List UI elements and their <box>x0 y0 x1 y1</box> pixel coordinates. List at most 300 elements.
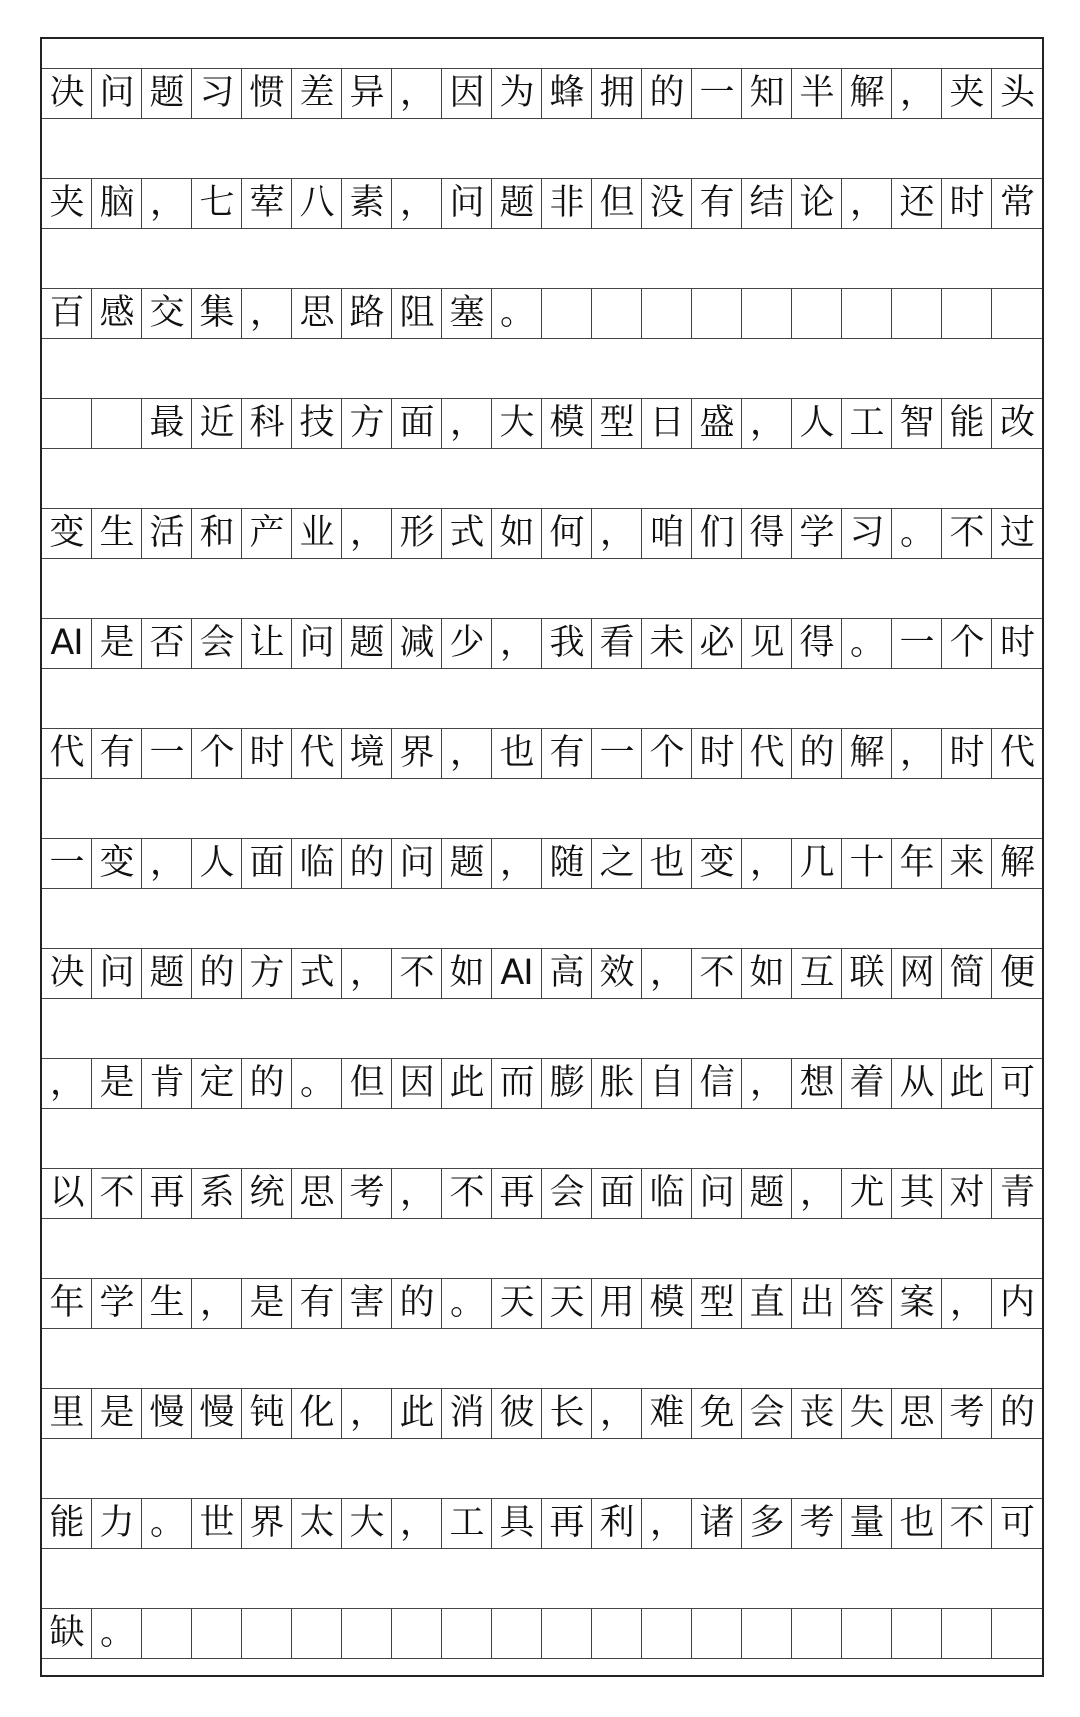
grid-cell: 。 <box>842 619 892 668</box>
grid-row <box>42 619 1042 669</box>
grid-cell: 此 <box>942 1059 992 1108</box>
grid-cell: 也 <box>492 729 542 778</box>
grid-cell: 个 <box>642 729 692 778</box>
grid-cell: 彼 <box>492 1389 542 1438</box>
grid-cell: 方 <box>342 399 392 448</box>
grid-cell: 代 <box>742 729 792 778</box>
grid-cell: 问 <box>392 839 442 888</box>
grid-cell: ， <box>492 839 542 888</box>
grid-cell: 年 <box>892 839 942 888</box>
grid-cell: 有 <box>542 729 592 778</box>
grid-cell: 思 <box>892 1389 942 1438</box>
grid-cell: 的 <box>642 69 692 118</box>
grid-cell <box>42 399 92 448</box>
grid-cell: 界 <box>242 1499 292 1548</box>
grid-cell: 着 <box>842 1059 892 1108</box>
grid-row <box>42 1499 1042 1549</box>
grid-cell: 力 <box>92 1499 142 1548</box>
grid-cell: 之 <box>592 839 642 888</box>
grid-spacer <box>42 669 1042 729</box>
grid-cell: 考 <box>942 1389 992 1438</box>
grid-spacer <box>42 1219 1042 1279</box>
grid-cell: 临 <box>642 1169 692 1218</box>
grid-cell: 不 <box>392 949 442 998</box>
grid-cell: 答 <box>842 1279 892 1328</box>
grid-cell: 习 <box>192 69 242 118</box>
grid-cell: 的 <box>792 729 842 778</box>
grid-cell: 未 <box>642 619 692 668</box>
grid-cell: 随 <box>542 839 592 888</box>
grid-row <box>42 1169 1042 1219</box>
grid-spacer <box>42 449 1042 509</box>
grid-cell: 可 <box>999 1503 1034 1543</box>
grid-cell: 钝 <box>242 1389 292 1438</box>
grid-cell: 生 <box>142 1279 192 1328</box>
grid-cell: 一 <box>592 729 642 778</box>
grid-cell: 多 <box>742 1499 792 1548</box>
grid-cell <box>692 1609 742 1658</box>
grid-cell: 七 <box>192 179 242 228</box>
grid-cell: 但 <box>342 1059 392 1108</box>
grid-cell: 不 <box>692 949 742 998</box>
grid-cell: 时 <box>999 623 1034 663</box>
grid-cell: ， <box>592 509 642 558</box>
grid-cell: 活 <box>142 509 192 558</box>
grid-cell: 的 <box>342 839 392 888</box>
grid-cell: 对 <box>942 1169 992 1218</box>
grid-cell: 决 <box>42 949 92 998</box>
grid-cell <box>642 1609 692 1658</box>
grid-cell: ， <box>892 729 942 778</box>
grid-cell: 人 <box>792 399 842 448</box>
grid-cell: 我 <box>542 619 592 668</box>
grid-row <box>42 179 1042 229</box>
grid-cell: AI <box>492 949 542 998</box>
grid-cell: 方 <box>242 949 292 998</box>
grid-cell: 问 <box>92 949 142 998</box>
grid-cell: 再 <box>492 1169 542 1218</box>
grid-cell: 。 <box>142 1499 192 1548</box>
grid-cell <box>92 399 142 448</box>
grid-cell <box>792 1609 842 1658</box>
grid-cell: 代 <box>42 729 92 778</box>
grid-cell: 。 <box>92 1609 142 1658</box>
grid-spacer <box>42 889 1042 949</box>
grid-cell: 简 <box>942 949 992 998</box>
grid-cell: 的 <box>192 949 242 998</box>
grid-cell: 便 <box>999 953 1034 993</box>
grid-cell: ， <box>842 179 892 228</box>
grid-cell: ， <box>742 1059 792 1108</box>
grid-cell: 免 <box>692 1389 742 1438</box>
grid-cell: 何 <box>542 509 592 558</box>
grid-cell: ， <box>942 1279 992 1328</box>
grid-cell: 内 <box>999 1283 1034 1323</box>
grid-cell: ， <box>392 179 442 228</box>
grid-cell <box>892 289 942 338</box>
grid-cell: 代 <box>292 729 342 778</box>
grid-cell: 面 <box>392 399 442 448</box>
grid-cell: 题 <box>342 619 392 668</box>
manuscript-grid-paper <box>40 37 1044 1677</box>
grid-cell: 此 <box>392 1389 442 1438</box>
grid-cell: 式 <box>292 949 342 998</box>
grid-cell: ， <box>592 1389 642 1438</box>
grid-cell: 自 <box>642 1059 692 1108</box>
grid-cell: ， <box>192 1279 242 1328</box>
grid-cell <box>342 1609 392 1658</box>
grid-cell <box>392 1609 442 1658</box>
grid-cell: 阻 <box>392 289 442 338</box>
grid-row <box>42 1279 1042 1329</box>
grid-cell: 解 <box>842 69 892 118</box>
grid-cell: 能 <box>42 1499 92 1548</box>
grid-cell: 常 <box>999 183 1034 223</box>
grid-row <box>42 399 1042 449</box>
grid-cell: 头 <box>999 73 1034 113</box>
grid-cell: 学 <box>792 509 842 558</box>
grid-cell: ， <box>342 949 392 998</box>
grid-cell: 的 <box>242 1059 292 1108</box>
grid-cell: 再 <box>542 1499 592 1548</box>
grid-cell: 个 <box>942 619 992 668</box>
grid-cell: ， <box>742 839 792 888</box>
grid-cell: 互 <box>792 949 842 998</box>
grid-cell: 但 <box>592 179 642 228</box>
grid-cell: 百 <box>42 289 92 338</box>
grid-cell <box>192 1609 242 1658</box>
grid-cell: 天 <box>542 1279 592 1328</box>
grid-cell: ， <box>342 1389 392 1438</box>
grid-cell: ， <box>892 69 942 118</box>
grid-row <box>42 1059 1042 1109</box>
grid-cell: 如 <box>742 949 792 998</box>
grid-cell: 可 <box>999 1063 1034 1103</box>
grid-cell: 界 <box>392 729 442 778</box>
grid-cell: 得 <box>792 619 842 668</box>
grid-cell: 工 <box>442 1499 492 1548</box>
grid-cell: 智 <box>892 399 942 448</box>
grid-cell: 十 <box>842 839 892 888</box>
grid-row <box>42 1609 1042 1659</box>
grid-cell: 慢 <box>192 1389 242 1438</box>
grid-spacer <box>42 1109 1042 1169</box>
grid-cell: 改 <box>999 403 1034 443</box>
grid-cell <box>842 289 892 338</box>
grid-cell: 案 <box>892 1279 942 1328</box>
grid-cell: 年 <box>42 1279 92 1328</box>
grid-cell <box>242 1609 292 1658</box>
grid-cell: 。 <box>892 509 942 558</box>
grid-cell: 最 <box>142 399 192 448</box>
grid-cell: 感 <box>92 289 142 338</box>
grid-cell: 联 <box>842 949 892 998</box>
grid-cell <box>992 289 1042 338</box>
grid-cell: 代 <box>999 733 1034 773</box>
grid-cell: 信 <box>692 1059 742 1108</box>
grid-cell: 其 <box>892 1169 942 1218</box>
grid-cell: 们 <box>692 509 742 558</box>
grid-row <box>42 839 1042 889</box>
grid-cell: 科 <box>242 399 292 448</box>
grid-cell: 题 <box>492 179 542 228</box>
grid-cell: 高 <box>542 949 592 998</box>
grid-cell: 也 <box>642 839 692 888</box>
grid-cell <box>292 1609 342 1658</box>
grid-cell: 生 <box>92 509 142 558</box>
grid-cell: 出 <box>792 1279 842 1328</box>
grid-cell: 有 <box>292 1279 342 1328</box>
grid-cell: ， <box>642 1499 692 1548</box>
grid-cell: 会 <box>742 1389 792 1438</box>
grid-cell: 系 <box>192 1169 242 1218</box>
grid-cell: 是 <box>92 1059 142 1108</box>
grid-cell: 来 <box>942 839 992 888</box>
grid-cell <box>742 1609 792 1658</box>
grid-cell: 思 <box>292 289 342 338</box>
grid-cell: 模 <box>642 1279 692 1328</box>
grid-cell <box>892 1609 942 1658</box>
grid-cell: 有 <box>92 729 142 778</box>
grid-cell: 咱 <box>642 509 692 558</box>
grid-cell: 大 <box>342 1499 392 1548</box>
grid-cell: 。 <box>492 289 542 338</box>
grid-cell: 非 <box>542 179 592 228</box>
grid-cell: 面 <box>592 1169 642 1218</box>
grid-spacer <box>42 119 1042 179</box>
grid-cell <box>692 289 742 338</box>
grid-cell: 此 <box>442 1059 492 1108</box>
grid-cell: 还 <box>892 179 942 228</box>
grid-cell: 和 <box>192 509 242 558</box>
grid-cell: 网 <box>892 949 942 998</box>
grid-cell: 因 <box>392 1059 442 1108</box>
grid-cell: 用 <box>592 1279 642 1328</box>
grid-cell: 缺 <box>42 1609 92 1658</box>
grid-cell: 面 <box>242 839 292 888</box>
grid-cell: 技 <box>292 399 342 448</box>
grid-cell: ， <box>142 179 192 228</box>
grid-cell: 必 <box>692 619 742 668</box>
grid-cell: 长 <box>542 1389 592 1438</box>
grid-cell: 让 <box>242 619 292 668</box>
grid-cell: 不 <box>942 1499 992 1548</box>
grid-cell: 能 <box>942 399 992 448</box>
grid-cell: 天 <box>492 1279 542 1328</box>
grid-cell: AI <box>42 619 92 668</box>
grid-cell: 一 <box>42 839 92 888</box>
grid-cell <box>542 289 592 338</box>
grid-cell: 模 <box>542 399 592 448</box>
grid-cell: 一 <box>892 619 942 668</box>
grid-cell: ， <box>392 69 442 118</box>
grid-cell: 是 <box>242 1279 292 1328</box>
grid-cell: 时 <box>942 179 992 228</box>
grid-row <box>42 729 1042 779</box>
grid-cell: ， <box>142 839 192 888</box>
grid-cell: 如 <box>442 949 492 998</box>
grid-cell <box>142 1609 192 1658</box>
grid-cell: ， <box>442 729 492 778</box>
grid-cell: 减 <box>392 619 442 668</box>
grid-cell <box>592 1609 642 1658</box>
grid-cell: 直 <box>742 1279 792 1328</box>
grid-cell: 问 <box>92 69 142 118</box>
grid-cell: 路 <box>342 289 392 338</box>
grid-cell: 学 <box>92 1279 142 1328</box>
grid-cell: 习 <box>842 509 892 558</box>
grid-cell: 差 <box>292 69 342 118</box>
grid-cell <box>942 289 992 338</box>
grid-cell <box>942 1609 992 1658</box>
grid-spacer <box>42 339 1042 399</box>
grid-cell: 有 <box>692 179 742 228</box>
grid-cell <box>792 289 842 338</box>
grid-cell: 思 <box>292 1169 342 1218</box>
grid-row <box>42 509 1042 559</box>
grid-cell: 变 <box>92 839 142 888</box>
grid-cell: ， <box>342 509 392 558</box>
grid-cell: 效 <box>592 949 642 998</box>
grid-cell: 会 <box>542 1169 592 1218</box>
grid-cell: 素 <box>342 179 392 228</box>
grid-cell: 因 <box>442 69 492 118</box>
grid-spacer <box>42 1659 1042 1697</box>
grid-cell: 产 <box>242 509 292 558</box>
grid-cell: 人 <box>192 839 242 888</box>
grid-cell: 八 <box>292 179 342 228</box>
grid-cell: 不 <box>92 1169 142 1218</box>
grid-cell: 盛 <box>692 399 742 448</box>
grid-cell: 大 <box>492 399 542 448</box>
grid-cell: 日 <box>642 399 692 448</box>
grid-cell: 得 <box>742 509 792 558</box>
grid-cell: 为 <box>492 69 542 118</box>
grid-cell: 工 <box>842 399 892 448</box>
grid-cell: 化 <box>292 1389 342 1438</box>
grid-cell: 个 <box>192 729 242 778</box>
grid-cell: 型 <box>692 1279 742 1328</box>
grid-cell: 结 <box>742 179 792 228</box>
grid-cell: 看 <box>592 619 642 668</box>
grid-cell: ， <box>392 1169 442 1218</box>
grid-spacer <box>42 779 1042 839</box>
grid-cell: 时 <box>242 729 292 778</box>
grid-cell: 如 <box>492 509 542 558</box>
grid-cell: 题 <box>142 949 192 998</box>
grid-cell: 的 <box>999 1393 1034 1433</box>
grid-cell: 少 <box>442 619 492 668</box>
grid-cell: 荤 <box>242 179 292 228</box>
grid-cell: 诸 <box>692 1499 742 1548</box>
grid-cell: 太 <box>292 1499 342 1548</box>
grid-cell: 型 <box>592 399 642 448</box>
grid-spacer <box>42 1549 1042 1609</box>
grid-cell: ， <box>642 949 692 998</box>
grid-cell: 不 <box>442 1169 492 1218</box>
grid-cell: 膨 <box>542 1059 592 1108</box>
grid-cell: 否 <box>142 619 192 668</box>
grid-spacer <box>42 559 1042 619</box>
grid-cell <box>742 289 792 338</box>
grid-cell: 尤 <box>842 1169 892 1218</box>
grid-cell: 集 <box>192 289 242 338</box>
grid-cell: 问 <box>292 619 342 668</box>
grid-cell: ， <box>442 399 492 448</box>
grid-cell: 业 <box>292 509 342 558</box>
grid-cell: 难 <box>642 1389 692 1438</box>
grid-cell: 。 <box>442 1279 492 1328</box>
grid-cell: 是 <box>92 1389 142 1438</box>
grid-cell: 问 <box>442 179 492 228</box>
grid-cell: 是 <box>92 619 142 668</box>
grid-cell <box>442 1609 492 1658</box>
grid-cell: 以 <box>42 1169 92 1218</box>
grid-row <box>42 1389 1042 1439</box>
grid-cell: 肯 <box>142 1059 192 1108</box>
grid-cell: ， <box>42 1059 92 1108</box>
grid-spacer <box>42 1329 1042 1389</box>
grid-spacer <box>42 999 1042 1059</box>
grid-cell: 会 <box>192 619 242 668</box>
grid-cell: 临 <box>292 839 342 888</box>
grid-cell: 见 <box>742 619 792 668</box>
grid-cell: 再 <box>142 1169 192 1218</box>
grid-cell <box>592 289 642 338</box>
grid-cell: 时 <box>942 729 992 778</box>
grid-cell: 夹 <box>942 69 992 118</box>
grid-spacer <box>42 39 1042 69</box>
grid-cell: 半 <box>792 69 842 118</box>
grid-cell: 统 <box>242 1169 292 1218</box>
grid-cell: 解 <box>842 729 892 778</box>
grid-cell: 失 <box>842 1389 892 1438</box>
grid-cell: 的 <box>392 1279 442 1328</box>
grid-row <box>42 69 1042 119</box>
grid-cell: 利 <box>592 1499 642 1548</box>
grid-cell: ， <box>392 1499 442 1548</box>
grid-cell: 式 <box>442 509 492 558</box>
grid-cell: 消 <box>442 1389 492 1438</box>
grid-cell: 没 <box>642 179 692 228</box>
grid-cell: ， <box>792 1169 842 1218</box>
grid-cell <box>842 1609 892 1658</box>
grid-cell: 青 <box>999 1173 1034 1213</box>
grid-cell: 决 <box>42 69 92 118</box>
grid-cell: ， <box>492 619 542 668</box>
grid-cell: 题 <box>142 69 192 118</box>
grid-cell <box>992 1609 1042 1658</box>
grid-cell: 具 <box>492 1499 542 1548</box>
grid-cell: 一 <box>692 69 742 118</box>
grid-cell <box>642 289 692 338</box>
grid-cell: 定 <box>192 1059 242 1108</box>
grid-cell <box>492 1609 542 1658</box>
grid-cell: 几 <box>792 839 842 888</box>
grid-cell: 也 <box>892 1499 942 1548</box>
grid-cell: 变 <box>692 839 742 888</box>
grid-cell: 考 <box>792 1499 842 1548</box>
grid-cell: 塞 <box>442 289 492 338</box>
grid-cell: 题 <box>742 1169 792 1218</box>
grid-cell: 一 <box>142 729 192 778</box>
grid-cell: 惯 <box>242 69 292 118</box>
grid-row <box>42 289 1042 339</box>
grid-cell: 蜂 <box>542 69 592 118</box>
grid-row <box>42 949 1042 999</box>
grid-cell: 慢 <box>142 1389 192 1438</box>
grid-cell: 想 <box>792 1059 842 1108</box>
